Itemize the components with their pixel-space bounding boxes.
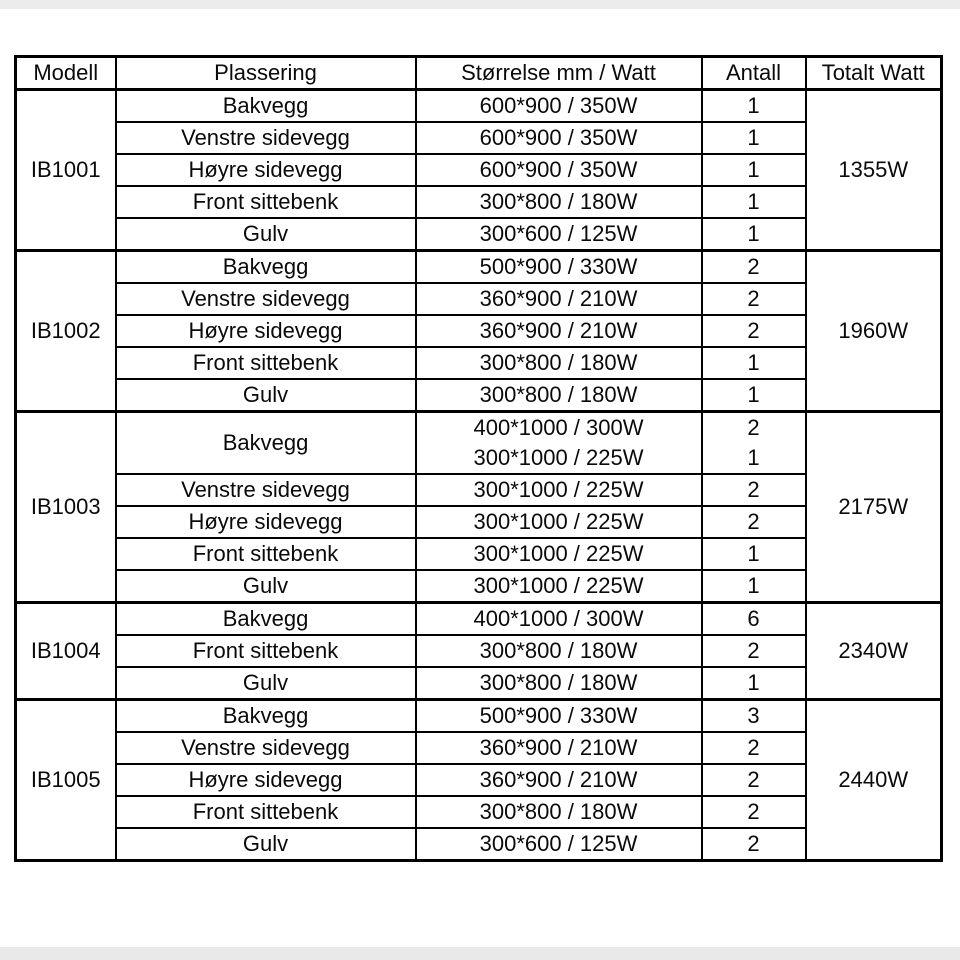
table-row xyxy=(16,154,942,186)
antall-cell: 3 xyxy=(702,700,806,733)
table-row xyxy=(16,474,942,506)
size-watt-cell: 600*900 / 350W xyxy=(416,154,702,186)
antall-cell: 2 xyxy=(702,283,806,315)
size-watt-cell: 300*600 / 125W xyxy=(416,218,702,251)
heater-spec-table xyxy=(14,55,943,862)
table-row xyxy=(16,796,942,828)
size-watt-cell: 300*1000 / 225W xyxy=(416,474,702,506)
placement-cell: Høyre sidevegg xyxy=(116,506,416,538)
table-row xyxy=(16,635,942,667)
placement-cell: Høyre sidevegg xyxy=(116,154,416,186)
antall-cell: 2 xyxy=(702,474,806,506)
antall-cell: 2 xyxy=(702,315,806,347)
placement-cell: Bakvegg xyxy=(116,412,416,475)
model-cell: IB1005 xyxy=(16,700,116,861)
antall-cell: 2 xyxy=(702,412,806,444)
antall-cell: 2 xyxy=(702,732,806,764)
placement-cell: Gulv xyxy=(116,667,416,700)
table-row xyxy=(16,732,942,764)
placement-cell: Front sittebenk xyxy=(116,186,416,218)
antall-cell: 2 xyxy=(702,635,806,667)
table-row xyxy=(16,570,942,603)
size-watt-cell: 360*900 / 210W xyxy=(416,732,702,764)
antall-cell: 1 xyxy=(702,379,806,412)
antall-cell: 1 xyxy=(702,122,806,154)
total-watt-cell: 2340W xyxy=(806,603,942,700)
size-watt-cell: 360*900 / 210W xyxy=(416,283,702,315)
table-row xyxy=(16,283,942,315)
header-storrelse: Størrelse mm / Watt xyxy=(416,57,702,90)
size-watt-cell: 400*1000 / 300W xyxy=(416,412,702,444)
size-watt-cell: 300*1000 / 225W xyxy=(416,443,702,474)
antall-cell: 1 xyxy=(702,90,806,123)
total-watt-cell: 2175W xyxy=(806,412,942,603)
table-row xyxy=(16,90,942,123)
placement-cell: Høyre sidevegg xyxy=(116,315,416,347)
size-watt-cell: 500*900 / 330W xyxy=(416,251,702,284)
placement-cell: Venstre sidevegg xyxy=(116,474,416,506)
size-watt-cell: 500*900 / 330W xyxy=(416,700,702,733)
size-watt-cell: 300*1000 / 225W xyxy=(416,570,702,603)
placement-cell: Høyre sidevegg xyxy=(116,764,416,796)
table-row xyxy=(16,700,942,733)
table-row xyxy=(16,667,942,700)
size-watt-cell: 300*1000 / 225W xyxy=(416,538,702,570)
antall-cell: 2 xyxy=(702,506,806,538)
antall-cell: 2 xyxy=(702,796,806,828)
table-row xyxy=(16,828,942,861)
page-edge-bottom xyxy=(0,947,960,960)
size-watt-cell: 300*800 / 180W xyxy=(416,667,702,700)
header-antall: Antall xyxy=(702,57,806,90)
total-watt-cell: 1355W xyxy=(806,90,942,251)
table-body xyxy=(16,90,942,861)
table-row xyxy=(16,603,942,636)
antall-cell: 6 xyxy=(702,603,806,636)
placement-cell: Gulv xyxy=(116,379,416,412)
header-modell: Modell xyxy=(16,57,116,90)
antall-cell: 2 xyxy=(702,251,806,284)
page-edge-top xyxy=(0,0,960,9)
antall-cell: 1 xyxy=(702,186,806,218)
size-watt-cell: 600*900 / 350W xyxy=(416,90,702,123)
size-watt-cell: 300*800 / 180W xyxy=(416,379,702,412)
table-row xyxy=(16,379,942,412)
size-watt-cell: 300*800 / 180W xyxy=(416,347,702,379)
placement-cell: Bakvegg xyxy=(116,251,416,284)
placement-cell: Bakvegg xyxy=(116,700,416,733)
size-watt-cell: 600*900 / 350W xyxy=(416,122,702,154)
table-row xyxy=(16,186,942,218)
antall-cell: 1 xyxy=(702,443,806,474)
table-row xyxy=(16,347,942,379)
table-row xyxy=(16,764,942,796)
placement-cell: Front sittebenk xyxy=(116,635,416,667)
table-row xyxy=(16,412,942,444)
model-cell: IB1003 xyxy=(16,412,116,603)
model-cell: IB1004 xyxy=(16,603,116,700)
antall-cell: 2 xyxy=(702,828,806,861)
table-row xyxy=(16,506,942,538)
header-totalt-watt: Totalt Watt xyxy=(806,57,942,90)
table-row xyxy=(16,122,942,154)
placement-cell: Gulv xyxy=(116,218,416,251)
size-watt-cell: 400*1000 / 300W xyxy=(416,603,702,636)
antall-cell: 1 xyxy=(702,347,806,379)
size-watt-cell: 300*800 / 180W xyxy=(416,635,702,667)
model-cell: IB1001 xyxy=(16,90,116,251)
table-row xyxy=(16,218,942,251)
antall-cell: 1 xyxy=(702,570,806,603)
model-cell: IB1002 xyxy=(16,251,116,412)
size-watt-cell: 360*900 / 210W xyxy=(416,764,702,796)
size-watt-cell: 300*800 / 180W xyxy=(416,796,702,828)
placement-cell: Venstre sidevegg xyxy=(116,732,416,764)
header-plassering: Plassering xyxy=(116,57,416,90)
placement-cell: Front sittebenk xyxy=(116,538,416,570)
size-watt-cell: 300*800 / 180W xyxy=(416,186,702,218)
placement-cell: Front sittebenk xyxy=(116,796,416,828)
placement-cell: Front sittebenk xyxy=(116,347,416,379)
placement-cell: Bakvegg xyxy=(116,603,416,636)
table-row xyxy=(16,315,942,347)
antall-cell: 1 xyxy=(702,154,806,186)
placement-cell: Venstre sidevegg xyxy=(116,283,416,315)
placement-cell: Venstre sidevegg xyxy=(116,122,416,154)
antall-cell: 1 xyxy=(702,538,806,570)
placement-cell: Bakvegg xyxy=(116,90,416,123)
size-watt-cell: 360*900 / 210W xyxy=(416,315,702,347)
table-row xyxy=(16,538,942,570)
total-watt-cell: 2440W xyxy=(806,700,942,861)
table-row xyxy=(16,251,942,284)
size-watt-cell: 300*600 / 125W xyxy=(416,828,702,861)
placement-cell: Gulv xyxy=(116,828,416,861)
antall-cell: 1 xyxy=(702,218,806,251)
header-row xyxy=(16,57,942,90)
placement-cell: Gulv xyxy=(116,570,416,603)
document-page xyxy=(14,55,943,862)
antall-cell: 2 xyxy=(702,764,806,796)
antall-cell: 1 xyxy=(702,667,806,700)
size-watt-cell: 300*1000 / 225W xyxy=(416,506,702,538)
total-watt-cell: 1960W xyxy=(806,251,942,412)
